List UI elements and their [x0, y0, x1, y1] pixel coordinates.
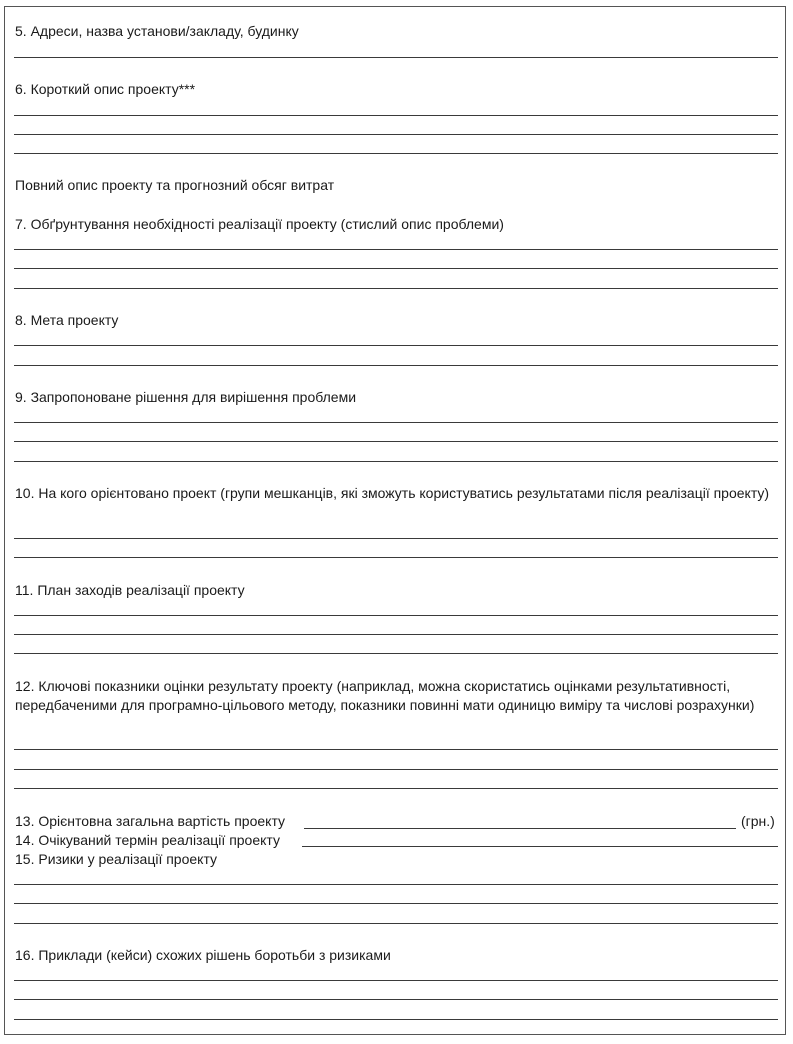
form-frame	[4, 6, 786, 1035]
answer-line[interactable]	[14, 134, 778, 135]
question-7-label: 7. Обґрунтування необхідності реалізації проекту (стислий опис проблеми)	[15, 216, 504, 232]
answer-line[interactable]	[14, 249, 778, 250]
question-14-label: 14. Очікуваний термін реалізації проекту	[15, 832, 280, 848]
answer-line[interactable]	[14, 999, 778, 1000]
answer-line[interactable]	[14, 615, 778, 616]
question-9-label: 9. Запропоноване рішення для вирішення проблеми	[15, 389, 357, 405]
answer-line[interactable]	[14, 441, 778, 442]
implementation-term-field[interactable]	[302, 846, 778, 847]
answer-line[interactable]	[14, 557, 778, 558]
currency-unit-label: (грн.)	[741, 813, 775, 829]
answer-line[interactable]	[14, 345, 778, 346]
answer-line[interactable]	[14, 923, 778, 924]
question-16-label: 16. Приклади (кейси) схожих рішень боротьби з ризиками	[15, 947, 391, 963]
answer-line[interactable]	[14, 365, 778, 366]
section-heading-full-description: Повний опис проекту та прогнозний обсяг витрат	[15, 177, 335, 193]
question-15-label: 15. Ризики у реалізації проекту	[15, 851, 218, 867]
answer-line[interactable]	[14, 153, 778, 154]
question-5-label: 5. Адреси, назва установи/закладу, будинку	[15, 23, 299, 39]
answer-line[interactable]	[14, 57, 778, 58]
question-12-label: 12. Ключові показники оцінки результату проекту (наприклад, можна скористатись оцінками результативності, передбаченими для програмно-цільового методу, показники повинні мати одиницю виміру та числові розрахунки)	[15, 678, 755, 713]
question-13-label: 13. Орієнтовна загальна вартість проекту	[15, 813, 286, 829]
total-cost-field[interactable]	[304, 828, 736, 829]
question-8-label: 8. Мета проекту	[15, 312, 119, 328]
question-11-label: 11. План заходів реалізації проекту	[15, 582, 245, 598]
answer-line[interactable]	[14, 634, 778, 635]
answer-line[interactable]	[14, 538, 778, 539]
answer-line[interactable]	[14, 268, 778, 269]
answer-line[interactable]	[14, 653, 778, 654]
answer-line[interactable]	[14, 884, 778, 885]
answer-line[interactable]	[14, 115, 778, 116]
answer-line[interactable]	[14, 980, 778, 981]
question-10-label: 10. На кого орієнтовано проект (групи мешканців, які зможуть користуватись результатами після реалізації проекту)	[15, 485, 770, 501]
answer-line[interactable]	[14, 288, 778, 289]
answer-line[interactable]	[14, 749, 778, 750]
answer-line[interactable]	[14, 788, 778, 789]
question-6-label: 6. Короткий опис проекту***	[15, 81, 196, 97]
answer-line[interactable]	[14, 769, 778, 770]
answer-line[interactable]	[14, 422, 778, 423]
answer-line[interactable]	[14, 1019, 778, 1020]
answer-line[interactable]	[14, 461, 778, 462]
answer-line[interactable]	[14, 903, 778, 904]
